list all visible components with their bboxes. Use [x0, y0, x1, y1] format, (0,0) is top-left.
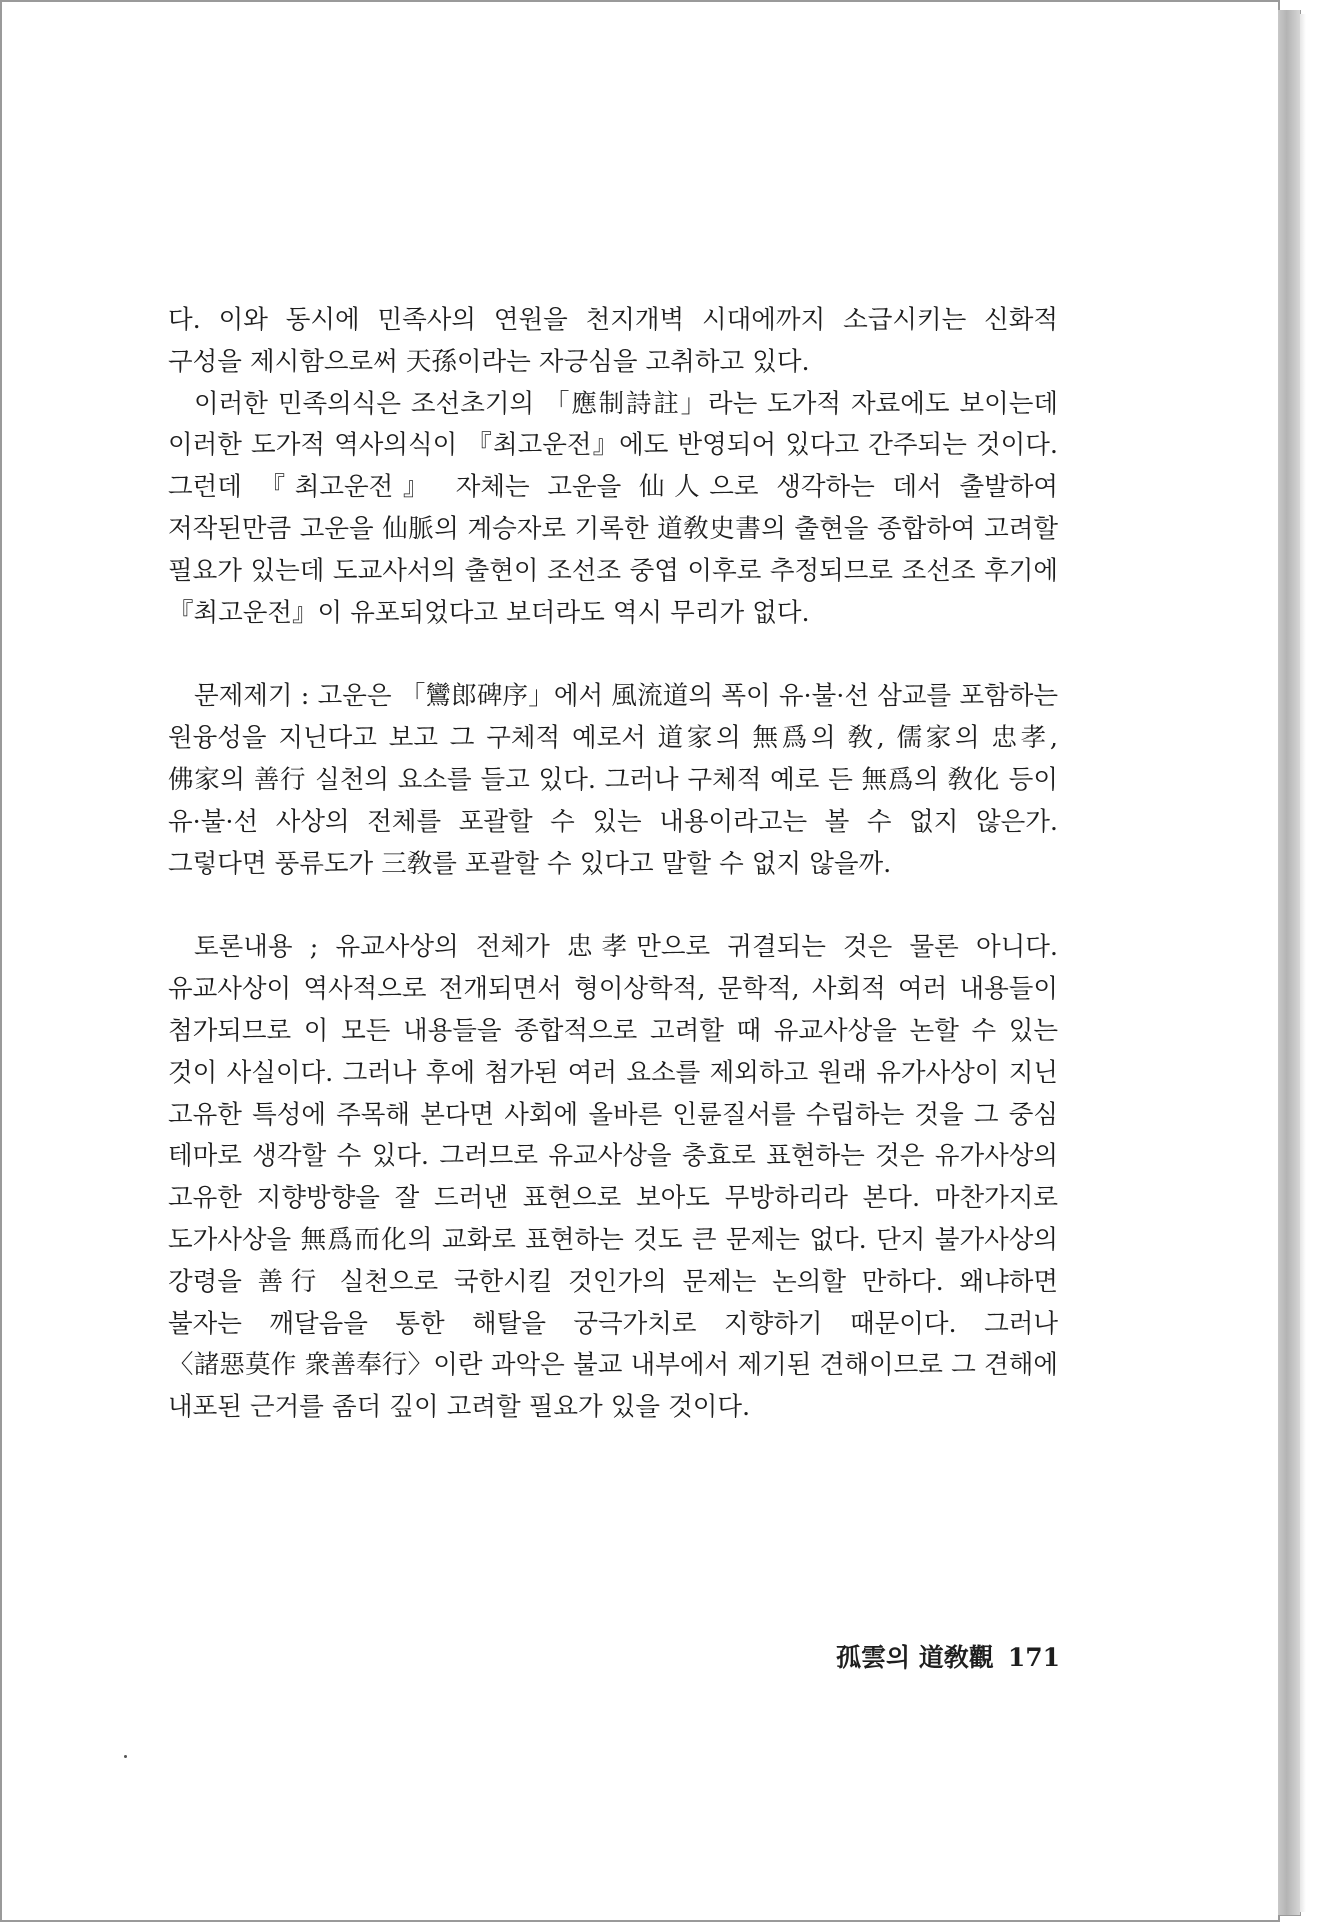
page-number: 171: [1007, 1643, 1060, 1672]
paragraph-spacer: [168, 885, 1058, 927]
page-body: [168, 300, 1058, 1429]
page-shadow: [1300, 14, 1306, 1912]
paragraph-national-consciousness: 이러한 민족의식은 조선초기의 「應制詩註」라는 도가적 자료에도 보이는데 이러한 도가적 역사의식이 『최고운전』에도 반영되어 있다고 간주되는 것이다. 그런데 『최고운전』 자체는 고운을 仙人으로 생각하는 데서 출발하여 저작된만큼 고운을 仙脈의 계승자로 기록한 道敎史書의 출현을 종합하여 고려할 필요가 있는데 도교사서의 출현이 조선조 중엽 이후로 추정되므로 조선조 후기에 『최고운전』이 유포되었다고 보더라도 역시 무리가 없다.: [168, 388, 1058, 628]
paragraph-spacer: [168, 634, 1058, 676]
page-footer: [800, 1638, 1060, 1674]
scan-speck: [124, 1755, 127, 1758]
paragraph-discussion: 토론내용 ; 유교사상의 전체가 忠孝만으로 귀결되는 것은 물론 아니다. 유교사상이 역사적으로 전개되면서 형이상학적, 문학적, 사회적 여러 내용들이 첨가되므로 이 모든 내용들을 종합적으로 고려할 때 유교사상을 논할 수 있는 것이 사실이다. 그러나 후에 첨가된 여러 요소를 제외하고 원래 유가사상이 지닌 고유한 특성에 주목해 본다면 사회에 올바른 인륜질서를 수립하는 것을 그 중심 테마로 생각할 수 있다. 그러므로 유교사상을 충효로 표현하는 것은 유가사상의 고유한 지향방향을 잘 드러낸 표현으로 보아도 무방하리라 본다. 마찬가지로 도가사상을 無爲而化의 교화로 표현하는 것도 큰 문제는 없다. 단지 불가사상의 강령을 善行 실천으로 국한시킬 것인가의 문제는 논의할 만하다. 왜냐하면 불자는 깨달음을 통한 해탈을 궁극가치로 지향하기 때문이다. 그러나 〈諸惡莫作 衆善奉行〉이란 과악은 불교 내부에서 제기된 견해이므로 그 견해에 내포된 근거를 좀더 깊이 고려할 필요가 있을 것이다.: [168, 932, 1058, 1423]
running-title: 孤雲의 道敎觀: [835, 1643, 994, 1672]
paragraph-continued: 다. 이와 동시에 민족사의 연원을 천지개벽 시대에까지 소급시키는 신화적 구성을 제시함으로써 天孫이라는 자긍심을 고취하고 있다.: [168, 305, 1058, 377]
page-edge: [1278, 10, 1301, 1916]
paragraph-issue-raised: 문제제기 : 고운은 「鸞郎碑序」에서 風流道의 폭이 유·불·선 삼교를 포함하는 원융성을 지닌다고 보고 그 구체적 예로서 道家의 無爲의 敎, 儒家의 忠孝, 佛家의 善行 실천의 요소를 들고 있다. 그러나 구체적 예로 든 無爲의 敎化 등이 유·불·선 사상의 전체를 포괄할 수 있는 내용이라고는 볼 수 없지 않은가. 그렇다면 풍류도가 三敎를 포괄할 수 있다고 말할 수 없지 않을까.: [168, 681, 1058, 879]
